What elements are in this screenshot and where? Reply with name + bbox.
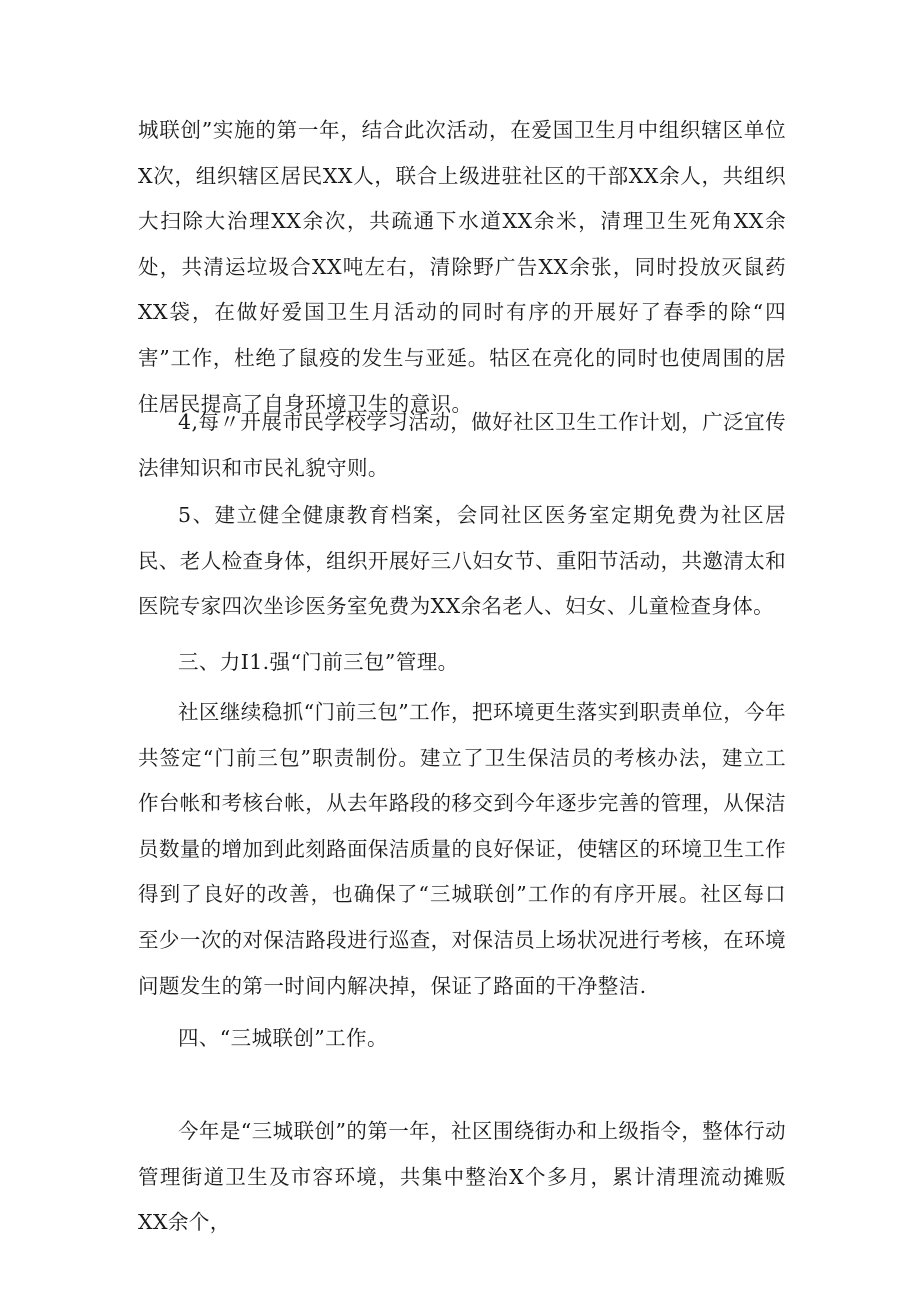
section-heading-3: 三、力I1.强“门前三包”管理。 <box>178 650 459 674</box>
paragraph-environment-campaign: 城联创”实施的第一年，结合此次活动，在爱国卫生月中组织辖区单位X次，组织辖区居民XX人，联合上级进驻社区的干部XX余人，共组织大扫除大治理XX余次，共疏通下水道XX余米，清理卫生死角XX余处，共清运垃圾合XX吨左右，清除野广告XX余张，同时投放灭鼠药XX袋，在做好爱国卫生月活动的同时有序的开展好了春季的除“四害”工作，杜绝了鼠疫的发生与亚延。牯区在亮化的同时也使周围的居住居民提高了自身环境卫生的意识。 <box>138 118 786 416</box>
paragraph-three-city-campaign: 今年是“三城联创”的第一年，社区围绕街办和上级指令，整体行动管理街道卫生及市容环境，共集中整治X个多月，累计清理流动摊贩XX余个， <box>138 1119 786 1235</box>
section-heading-4: 四、“三城联创”工作。 <box>178 1026 388 1050</box>
paragraph-item-5: 5、建立健全健康教育档案，会同社区医务室定期免费为社区居民、老人检查身体，组织开展好三八妇女节、重阳节活动，共邀清太和医院专家四次坐诊医务室免费为XX余名老人、妇女、儿童检查身体。 <box>138 503 786 619</box>
paragraph-door-three-guarantees: 社区继续稳抓“门前三包”工作，把环境更生落实到职责单位，今年共签定“门前三包”职责制份。建立了卫生保洁员的考核办法，建立工作台帐和考核台帐，从去年路段的移交到今年逐步完善的管理，从保洁员数量的增加到此刻路面保洁质量的良好保证，使辖区的环境卫生工作得到了良好的改善，也确保了“三城联创”工作的有序开展。社区每口至少一次的对保洁路段进行巡查，对保洁员上场状况进行考核，在环境问题发生的第一时间内解决掉，保证了路面的干净整洁. <box>138 700 786 998</box>
paragraph-item-4: 4,每〃开展市民学校学习活动，做好社区卫生工作计划，广泛宜传法律知识和市民礼貌守则。 <box>138 410 786 480</box>
